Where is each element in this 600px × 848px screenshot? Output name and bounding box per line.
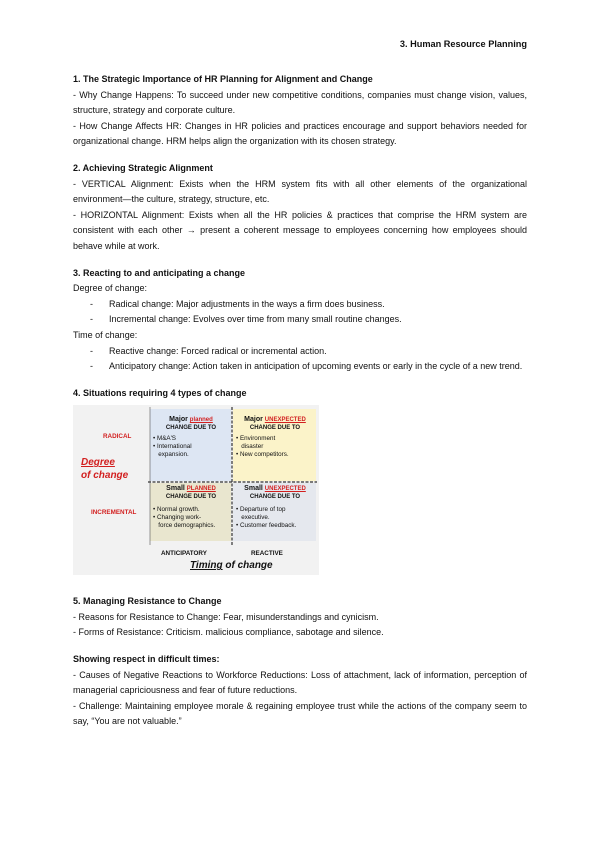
quadrant-small-planned [153,485,229,530]
list-item: force demographics. [153,522,216,530]
section-6-paragraph-2: - Challenge: Maintaining employee morale & regaining employee trust while the actions of the company seem to say, “You are not valuable.” [73,700,527,727]
row-label-radical: RADICAL [103,433,132,441]
list-item: - Radical change: Major adjustments in the ways a firm does business. [73,297,527,313]
row-label-incremental: INCREMENTAL [91,509,137,517]
degree-line-1: Degree [81,457,115,469]
quadrant-major-unexpected [236,416,314,459]
quadrant-title [153,416,229,432]
quadrant-title-type: PLANNED [186,486,216,493]
section-5-paragraph-1: - Reasons for Resistance to Change: Fear, misunderstandings and cynicism. [73,611,379,622]
degree-line-2: of change [81,470,129,482]
time-of-change-label: Time of change: [73,329,138,340]
quadrant-title [153,485,229,501]
degree-of-change-label: Degree of change: [73,283,148,294]
list-item: • Normal growth. [153,506,200,514]
document-body [73,72,527,730]
timing-word: Timing [190,560,223,572]
list-item: • Environment [236,435,276,443]
degree-of-change-list [73,297,527,328]
list-item: - Incremental change: Evolves over time from many small routine changes. [73,312,527,328]
quadrant-items [236,435,314,459]
quadrant-title [236,416,314,432]
list-item: disaster [236,443,264,451]
quadrant-title-size: Major [169,416,190,424]
section-2-paragraph-2: - HORIZONTAL Alignment: Exists when all the HR policies & practices that comprise the HRM system are consistent with each other → present a coherent message to employees concerning how employees should behave while at work. [73,209,527,251]
quadrant-major-planned [153,416,229,459]
section-4-heading: 4. Situations requiring 4 types of change [73,387,247,398]
quadrant-title-size: Small [166,485,187,493]
change-matrix-figure [73,405,319,575]
column-label-reactive: REACTIVE [251,550,283,558]
quadrant-title-suffix: CHANGE DUE TO [249,494,301,501]
quadrant-title-suffix: CHANGE DUE TO [249,425,301,432]
section-3-heading: 3. Reacting to and anticipating a change [73,267,246,278]
section-5-heading: 5. Managing Resistance to Change [73,596,222,607]
quadrant-title [236,485,314,501]
list-item: • New competitors. [236,451,289,459]
section-1-paragraph-2: - How Change Affects HR: Changes in HR policies and practices encourage and support behaviors needed for organizational change. HRM helps align the organization with its chosen strategy. [73,120,527,147]
quadrant-title-suffix: CHANGE DUE TO [165,494,217,501]
quadrant-title-type: UNEXPECTED [264,417,306,424]
axis-title-degree [81,456,128,482]
quadrant-title-size: Small [244,485,265,493]
list-item: - Anticipatory change: Action taken in anticipation of upcoming events or early in the cycle of a new trend. [73,359,527,375]
list-item: • Departure of top [236,506,286,514]
list-item: - Reactive change: Forced radical or incremental action. [73,344,527,360]
axis-title-timing [190,558,273,574]
quadrant-title-type: UNEXPECTED [264,486,306,493]
list-item: • Changing work- [153,514,202,522]
column-label-anticipatory: ANTICIPATORY [161,550,207,558]
quadrant-items [236,506,314,530]
section-5-paragraph-2: - Forms of Resistance: Criticism. malicious compliance, sabotage and silence. [73,627,384,638]
list-item: expansion. [153,451,189,459]
quadrant-small-unexpected [236,485,314,530]
quadrant-title-type: planned [189,417,213,424]
section-1-paragraph-1: - Why Change Happens: To succeed under new competitive conditions, companies must change vision, values, structure, strategy and corporate culture. [73,89,527,116]
section-6-paragraph-1: - Causes of Negative Reactions to Workforce Reductions: Loss of attachment, lack of information, perception of managerial capriciousness and fear of future reductions. [73,669,527,696]
list-item: • International [153,443,192,451]
quadrant-title-size: Major [244,416,265,424]
timing-rest: of change [222,560,273,572]
section-2-paragraph-1: - VERTICAL Alignment: Exists when the HRM system fits with all other elements of the organizational environment—the culture, strategy, structure, etc. [73,178,527,205]
quadrant-items [153,506,229,530]
list-item: • Customer feedback. [236,522,297,530]
section-6-heading: Showing respect in difficult times: [73,654,220,665]
time-of-change-list [73,344,527,375]
page-header-title: 3. Human Resource Planning [399,39,527,49]
quadrant-items [153,435,229,459]
section-2-heading: 2. Achieving Strategic Alignment [73,162,213,173]
list-item: executive. [236,514,270,522]
list-item: • M&A'S [153,435,177,443]
quadrant-title-suffix: CHANGE DUE TO [165,425,217,432]
section-1-heading: 1. The Strategic Importance of HR Planning for Alignment and Change [73,74,373,84]
